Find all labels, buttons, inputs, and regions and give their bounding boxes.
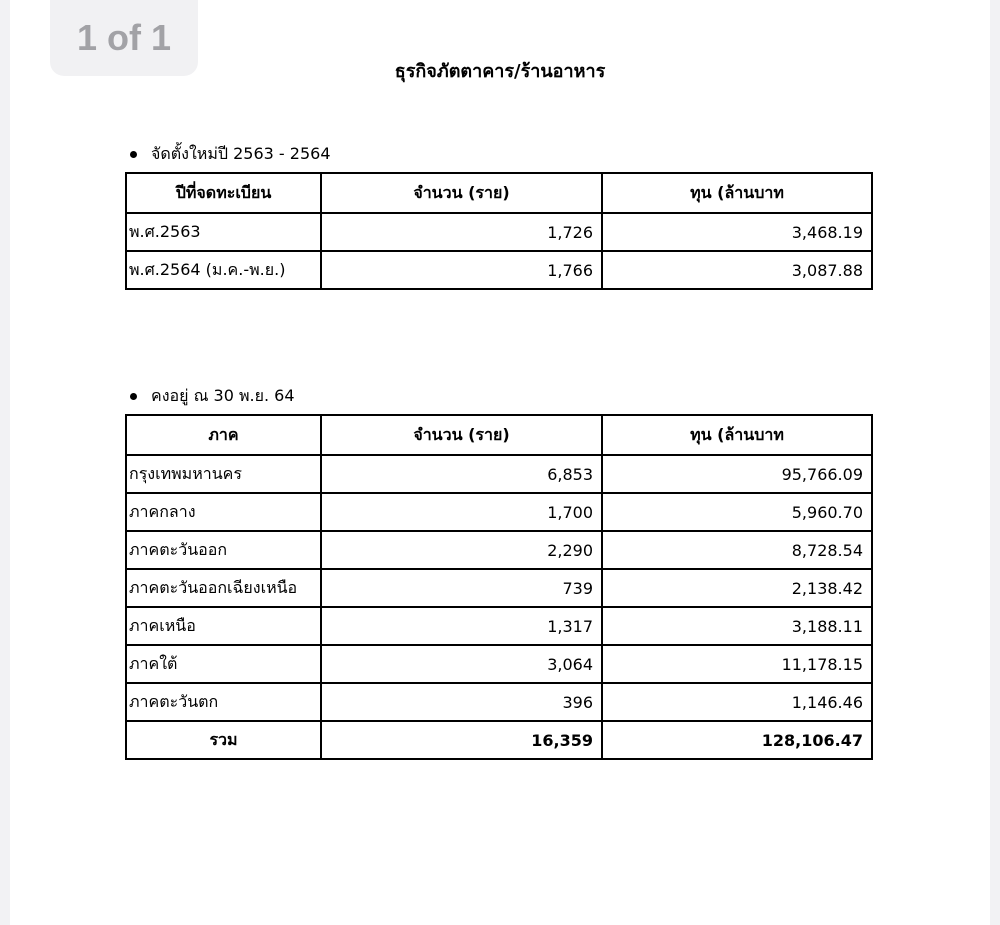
count-cell: 1,766	[321, 251, 602, 289]
new-registrations-table	[125, 172, 873, 290]
column-header: ทุน (ล้านบาท	[602, 173, 872, 213]
table-row	[126, 531, 872, 569]
capital-cell: 5,960.70	[602, 493, 872, 531]
total-row	[126, 721, 872, 759]
capital-cell: 8,728.54	[602, 531, 872, 569]
table-row	[126, 493, 872, 531]
region-label: ภาคเหนือ	[126, 607, 321, 645]
region-label: กรุงเทพมหานคร	[126, 455, 321, 493]
total-capital-cell: 128,106.47	[602, 721, 872, 759]
table-header-row	[126, 173, 872, 213]
count-cell: 6,853	[321, 455, 602, 493]
capital-cell: 2,138.42	[602, 569, 872, 607]
count-cell: 1,317	[321, 607, 602, 645]
count-cell: 1,726	[321, 213, 602, 251]
count-cell: 1,700	[321, 493, 602, 531]
capital-cell: 11,178.15	[602, 645, 872, 683]
section1-heading-text: จัดตั้งใหม่ปี 2563 - 2564	[151, 144, 331, 163]
section1-heading	[130, 142, 331, 167]
region-label: ภาคใต้	[126, 645, 321, 683]
row-label: พ.ศ.2563	[126, 213, 321, 251]
table-row	[126, 683, 872, 721]
table-row	[126, 569, 872, 607]
table-header-row	[126, 415, 872, 455]
region-label: ภาคตะวันออก	[126, 531, 321, 569]
column-header: ปีที่จดทะเบียน	[126, 173, 321, 213]
count-cell: 2,290	[321, 531, 602, 569]
document-title: ธุรกิจภัตตาคาร/ร้านอาหาร	[394, 61, 606, 82]
column-header: ทุน (ล้านบาท	[602, 415, 872, 455]
table-row	[126, 213, 872, 251]
total-label: รวม	[126, 721, 321, 759]
active-businesses-table	[125, 414, 873, 760]
bullet-icon	[130, 393, 137, 400]
capital-cell: 1,146.46	[602, 683, 872, 721]
row-label: พ.ศ.2564 (ม.ค.-พ.ย.)	[126, 251, 321, 289]
count-cell: 396	[321, 683, 602, 721]
column-header: จำนวน (ราย)	[321, 415, 602, 455]
bullet-icon	[130, 151, 137, 158]
count-cell: 739	[321, 569, 602, 607]
count-cell: 3,064	[321, 645, 602, 683]
total-count-cell: 16,359	[321, 721, 602, 759]
viewer-margin	[990, 0, 1000, 925]
region-label: ภาคตะวันตก	[126, 683, 321, 721]
capital-cell: 3,468.19	[602, 213, 872, 251]
column-header: ภาค	[126, 415, 321, 455]
table-row	[126, 645, 872, 683]
column-header: จำนวน (ราย)	[321, 173, 602, 213]
capital-cell: 3,087.88	[602, 251, 872, 289]
table-row	[126, 251, 872, 289]
section2-heading	[130, 384, 295, 409]
capital-cell: 95,766.09	[602, 455, 872, 493]
page-indicator: 1 of 1	[50, 0, 198, 76]
table-row	[126, 455, 872, 493]
region-label: ภาคกลาง	[126, 493, 321, 531]
table-row	[126, 607, 872, 645]
region-label: ภาคตะวันออกเฉียงเหนือ	[126, 569, 321, 607]
section2-heading-text: คงอยู่ ณ 30 พ.ย. 64	[151, 386, 295, 405]
capital-cell: 3,188.11	[602, 607, 872, 645]
